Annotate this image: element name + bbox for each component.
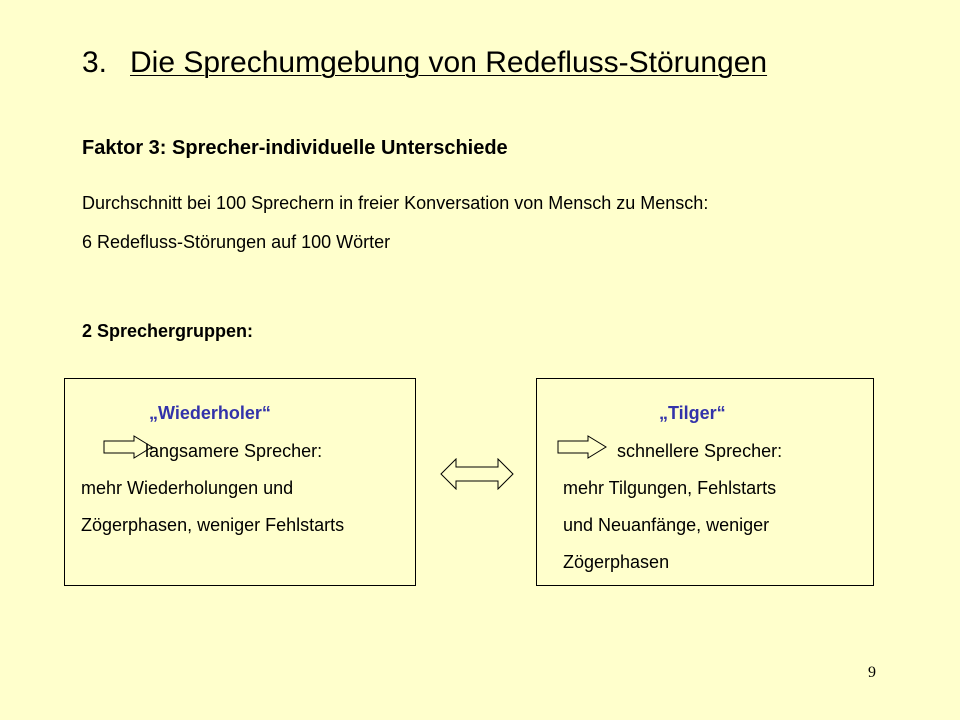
speaker-groups-label: 2 Sprechergruppen: bbox=[82, 321, 254, 341]
repeater-trait-line-2: Zögerphasen, weniger Fehlstarts bbox=[81, 515, 345, 535]
right-arrow-icon bbox=[557, 435, 607, 459]
repeater-heading: „Wiederholer“ bbox=[149, 403, 271, 423]
deleter-trait-line-2: und Neuanfänge, weniger bbox=[563, 515, 770, 535]
slide-title bbox=[82, 46, 767, 80]
deleter-trait-line-1: mehr Tilgungen, Fehlstarts bbox=[563, 478, 777, 498]
section-title: Die Sprechumgebung von Redefluss-Störungen bbox=[130, 46, 768, 79]
disfluency-rate: 6 Redefluss-Störungen auf 100 Wörter bbox=[82, 232, 391, 252]
average-description: Durchschnitt bei 100 Sprechern in freier Konversation von Mensch zu Mensch: bbox=[82, 193, 709, 213]
deleter-group-box bbox=[536, 378, 874, 586]
repeater-speed: langsamere Sprecher: bbox=[145, 441, 323, 461]
slide-subtitle: Faktor 3: Sprecher-individuelle Unterschiede bbox=[82, 137, 508, 159]
deleter-trait-line-3: Zögerphasen bbox=[563, 552, 670, 572]
left-right-arrow-icon bbox=[440, 458, 514, 490]
deleter-heading: „Tilger“ bbox=[659, 403, 726, 423]
deleter-speed: schnellere Sprecher: bbox=[617, 441, 783, 461]
section-number: 3. bbox=[82, 46, 108, 79]
page-number: 9 bbox=[868, 664, 876, 681]
repeater-trait-line-1: mehr Wiederholungen und bbox=[81, 478, 294, 498]
repeater-group-box bbox=[64, 378, 416, 586]
